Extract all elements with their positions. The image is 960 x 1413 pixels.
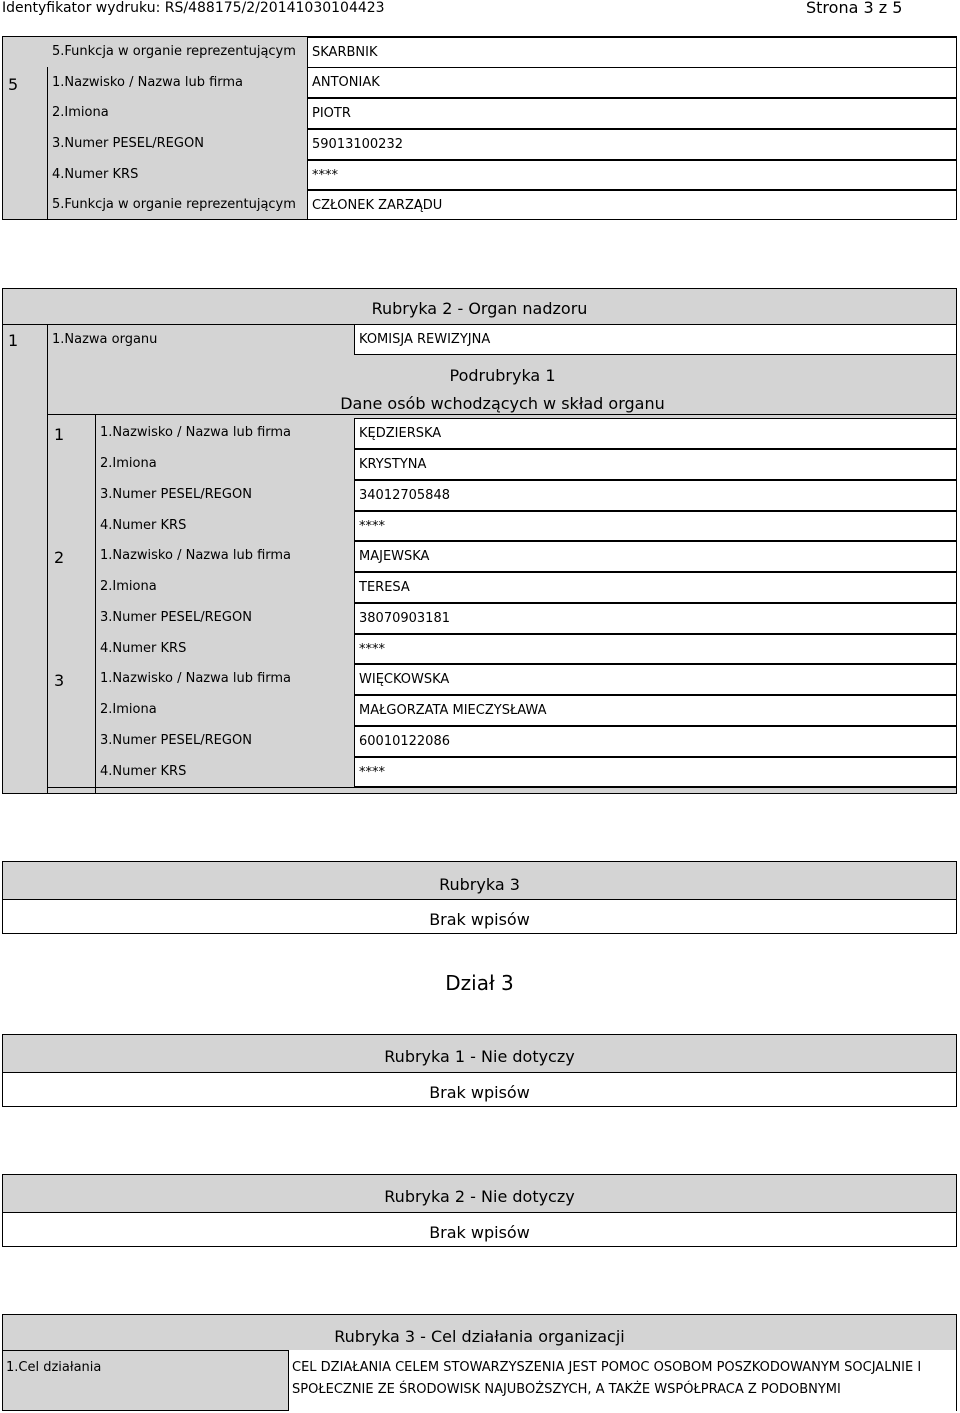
person-surname-label: 1.Nazwisko / Nazwa lub firma xyxy=(100,671,292,686)
pesel-label: 3.Numer PESEL/REGON xyxy=(52,136,204,151)
krs-value: **** xyxy=(307,160,957,190)
person-number: 1 xyxy=(54,425,65,444)
subrubryka-title: Podrubryka 1 xyxy=(449,366,556,385)
person-pesel-value: 34012705848 xyxy=(354,480,957,511)
person-number: 2 xyxy=(54,548,65,567)
person-pesel-value: 38070903181 xyxy=(354,603,957,634)
person-firstnames-label: 2.Imiona xyxy=(100,456,157,471)
person-surname-value: WIĘCKOWSKA xyxy=(354,664,957,695)
person-surname-value: KĘDZIERSKA xyxy=(354,418,957,449)
person-firstnames-label: 2.Imiona xyxy=(100,579,157,594)
person-krs-value: **** xyxy=(354,511,957,541)
prev-role-value: SKARBNIK xyxy=(307,37,957,68)
dzial3-title: Dział 3 xyxy=(445,971,514,995)
goal-value-line2: SPOŁECZNIE ZE ŚRODOWISK NAJUBOŻSZYCH, A TAKŻE WSPÓŁPRACA Z PODOBNYMI xyxy=(292,1382,841,1397)
person-pesel-label: 3.Numer PESEL/REGON xyxy=(100,733,252,748)
firstnames-label: 2.Imiona xyxy=(52,105,109,120)
person-pesel-label: 3.Numer PESEL/REGON xyxy=(100,487,252,502)
prev-role-label: 5.Funkcja w organie reprezentującym xyxy=(52,44,296,59)
rubryka2-title: Rubryka 2 - Organ nadzoru xyxy=(371,299,588,318)
page-number: Strona 3 z 5 xyxy=(806,0,903,17)
person-surname-label: 1.Nazwisko / Nazwa lub firma xyxy=(100,425,292,440)
person-krs-value: **** xyxy=(354,757,957,787)
person-krs-label: 4.Numer KRS xyxy=(100,518,187,533)
organ-name-value: KOMISJA REWIZYJNA xyxy=(354,324,957,355)
surname-value: ANTONIAK xyxy=(307,67,957,98)
person-surname-value: MAJEWSKA xyxy=(354,541,957,572)
subrubryka-subtitle: Dane osób wchodzących w skład organu xyxy=(340,394,665,413)
organ-name-label: 1.Nazwa organu xyxy=(52,332,158,347)
person-surname-label: 1.Nazwisko / Nazwa lub firma xyxy=(100,548,292,563)
d3-rubryka2-title: Rubryka 2 - Nie dotyczy xyxy=(384,1187,575,1206)
d3-rubryka2-empty: Brak wpisów xyxy=(429,1223,530,1242)
firstnames-value: PIOTR xyxy=(307,98,957,129)
d3-rubryka3-title: Rubryka 3 - Cel działania organizacji xyxy=(334,1327,625,1346)
rubryka2-entry-number: 1 xyxy=(8,331,19,350)
person-number: 3 xyxy=(54,671,65,690)
goal-value xyxy=(288,1350,957,1411)
rubryka3-empty: Brak wpisów xyxy=(429,910,530,929)
person-firstnames-value: TERESA xyxy=(354,572,957,603)
print-identifier: Identyfikator wydruku: RS/488175/2/20141030104423 xyxy=(2,0,385,16)
rubryka3-title: Rubryka 3 xyxy=(439,875,520,894)
d3-rubryka1-title: Rubryka 1 - Nie dotyczy xyxy=(384,1047,575,1066)
role-value: CZŁONEK ZARZĄDU xyxy=(307,190,957,220)
person-pesel-value: 60010122086 xyxy=(354,726,957,757)
d3-rubryka1-empty: Brak wpisów xyxy=(429,1083,530,1102)
entry-number: 5 xyxy=(8,75,19,94)
person-firstnames-label: 2.Imiona xyxy=(100,702,157,717)
surname-label: 1.Nazwisko / Nazwa lub firma xyxy=(52,75,244,90)
person-pesel-label: 3.Numer PESEL/REGON xyxy=(100,610,252,625)
goal-value-line1: CEL DZIAŁANIA CELEM STOWARZYSZENIA JEST POMOC OSOBOM POSZKODOWANYM SOCJALNIE I xyxy=(292,1360,922,1375)
person-firstnames-value: MAŁGORZATA MIECZYSŁAWA xyxy=(354,695,957,726)
krs-label: 4.Numer KRS xyxy=(52,167,139,182)
person-firstnames-value: KRYSTYNA xyxy=(354,449,957,480)
role-label: 5.Funkcja w organie reprezentującym xyxy=(52,197,296,212)
goal-label: 1.Cel działania xyxy=(6,1360,102,1375)
person-krs-value: **** xyxy=(354,634,957,664)
pesel-value: 59013100232 xyxy=(307,129,957,160)
person-krs-label: 4.Numer KRS xyxy=(100,764,187,779)
person-krs-label: 4.Numer KRS xyxy=(100,641,187,656)
